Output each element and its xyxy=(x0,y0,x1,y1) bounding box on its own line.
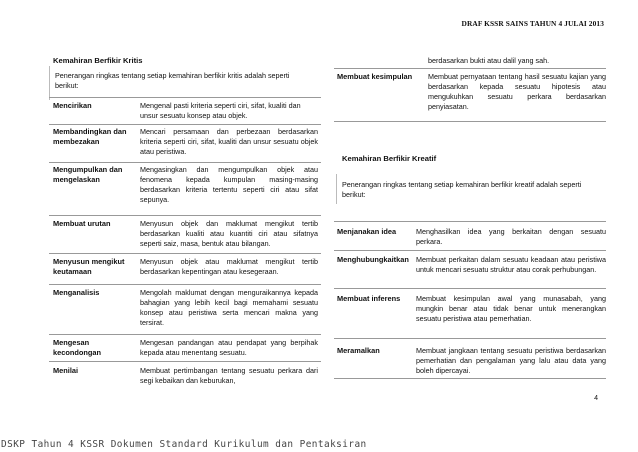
term-membuat-kesimpulan: Membuat kesimpulan xyxy=(337,72,413,81)
definition-membandingkan: Mencari persamaan dan perbezaan berdasarkan kriteria seperti ciri, sifat, kualiti dan unsur sesuatu objek atau peristiwa. xyxy=(140,127,318,156)
term-meramalkan: Meramalkan xyxy=(337,346,380,355)
critical-thinking-title: Kemahiran Berfikir Kritis xyxy=(53,56,143,65)
term-menilai: Menilai xyxy=(53,366,79,375)
definition-membuat-urutan: Menyusun objek dan maklumat mengikut tertib berdasarkan kualiti atau kuantiti ciri atau sifatnya seperti saiz, masa, bentuk atau bilangan. xyxy=(140,219,318,248)
term-menyusun-keutamaan: Menyusun mengikut keutamaan xyxy=(53,257,125,276)
term-membandingkan: Membandingkan dan membezakan xyxy=(53,127,127,146)
definition-menyusun-keutamaan: Menyusun objek atau maklumat mengikut tertib berdasarkan kepentingan atau kesegeraan. xyxy=(140,257,318,276)
continuation-text: berdasarkan bukti atau dalil yang sah. xyxy=(428,56,550,65)
critical-thinking-description: Penerangan ringkas tentang setiap kemahiran berfikir kritis adalah seperti berikut: xyxy=(55,71,290,90)
definition-meramalkan: Membuat jangkaan tentang sesuatu peristiwa berdasarkan pemerhatian dan pengalaman yang lalu atau data yang boleh dipercayai. xyxy=(416,346,606,375)
term-menghubungkaitkan: Menghubungkaitkan xyxy=(337,255,409,264)
term-menganalisis: Menganalisis xyxy=(53,288,100,297)
document-footer: DSKP Tahun 4 KSSR Dokumen Standard Kurikulum dan Pentaksiran xyxy=(1,439,367,450)
term-membuat-urutan: Membuat urutan xyxy=(53,219,111,228)
term-membuat-inferens: Membuat inferens xyxy=(337,294,401,303)
definition-membuat-inferens: Membuat kesimpulan awal yang munasabah, yang mungkin benar atau tidak benar untuk menerangkan sesuatu peristiwa atau pemerhatian. xyxy=(416,294,606,323)
page-number: 4 xyxy=(594,395,598,402)
definition-menganalisis: Mengolah maklumat dengan menguraikannya kepada bahagian yang lebih kecil bagi memahami sesuatu konsep atau peristiwa serta mencari makna yang tersirat. xyxy=(140,288,318,327)
creative-thinking-title: Kemahiran Berfikir Kreatif xyxy=(342,154,437,163)
definition-menjanakan-idea: Menghasilkan idea yang berkaitan dengan sesuatu perkara. xyxy=(416,227,606,246)
term-menjanakan-idea: Menjanakan idea xyxy=(337,227,397,236)
definition-membuat-kesimpulan: Membuat pernyataan tentang hasil sesuatu kajian yang berdasarkan kepada sesuatu hipotesis atau mengukuhkan sesuatu perkara berdasarkan penyiasatan. xyxy=(428,72,606,111)
definition-menghubungkaitkan: Membuat perkaitan dalam sesuatu keadaan atau peristiwa untuk mencari sesuatu struktur atau corak perhubungan. xyxy=(416,255,606,274)
definition-mencirikan: Mengenal pasti kriteria seperti ciri, sifat, kualiti dan unsur sesuatu konsep atau objek. xyxy=(140,101,301,120)
draft-header: DRAF KSSR SAINS TAHUN 4 JULAI 2013 xyxy=(461,19,604,28)
term-mengumpulkan: Mengumpulkan dan mengelaskan xyxy=(53,165,123,184)
term-mengesan-kecondongan: Mengesan kecondongan xyxy=(53,338,102,357)
creative-thinking-description: Penerangan ringkas tentang setiap kemahiran berfikir kreatif adalah seperti berikut: xyxy=(342,180,582,199)
definition-menilai: Membuat pertimbangan tentang sesuatu perkara dari segi kebaikan dan keburukan, xyxy=(140,366,318,385)
definition-mengesan-kecondongan: Mengesan pandangan atau pendapat yang berpihak kepada atau menentang sesuatu. xyxy=(140,338,318,357)
definition-mengumpulkan: Mengasingkan dan mengumpulkan objek atau fenomena kepada kumpulan masing-masing berdasarkan kriteria tertentu seperti ciri atau sifat sepunya. xyxy=(140,165,318,204)
term-mencirikan: Mencirikan xyxy=(53,101,92,110)
